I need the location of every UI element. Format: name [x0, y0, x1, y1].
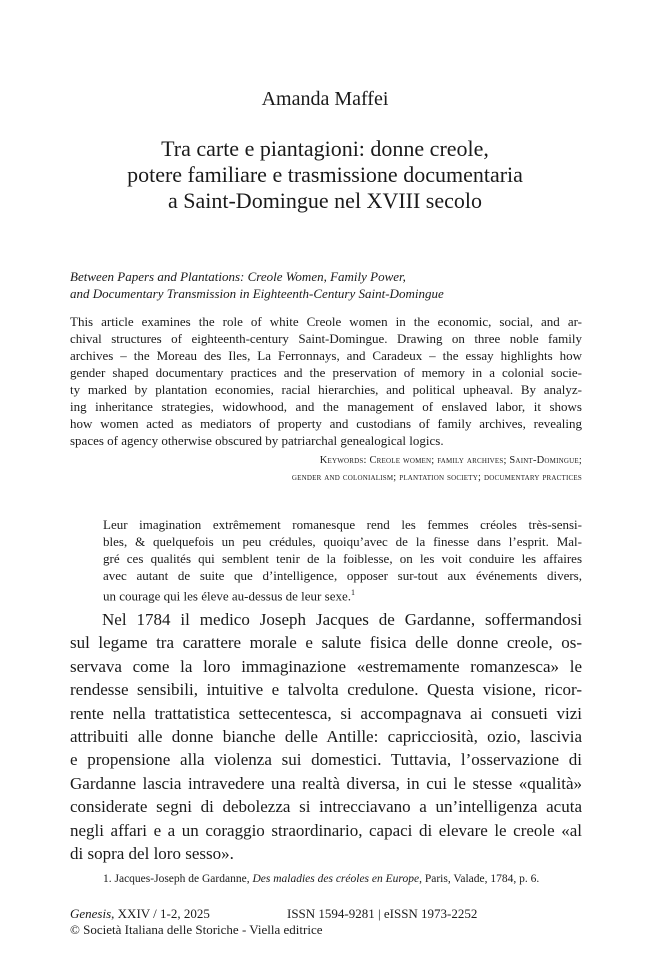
footnote — [103, 872, 593, 887]
abstract-line: archives – the Moreau des Iles, La Ferronnays, and Caradeux – the essay highlights how — [70, 348, 582, 363]
body-line: di sopra del loro sesso». — [70, 844, 234, 864]
body-line: sul legame tra carattere morale e salute fisica delle donne creole, os- — [70, 633, 582, 653]
body-line: negli affari e a un coraggio straordinario, capaci di elevare le creole «al — [70, 820, 582, 840]
english-title-line: Between Papers and Plantations: Creole Women, Family Power, — [70, 269, 406, 284]
author-name: Amanda Maffei — [261, 88, 389, 110]
abstract-line: ty marked by plantation economies, racial hierarchies, and political upheaval. By analyz- — [70, 382, 582, 397]
abstract — [70, 313, 582, 449]
abstract-line: chival structures of eighteenth-century Saint-Domingue. Drawing on three noble family — [70, 331, 582, 346]
english-title — [70, 268, 590, 302]
journal-citation — [70, 906, 210, 922]
epigraph-line — [103, 584, 582, 604]
body-line: considerate segni di debolezza si intrecciavano a un’intelligenza acuta — [70, 797, 582, 817]
body-line: servava come la loro immaginazione «estremamente romanzesca» le — [70, 656, 582, 676]
epigraph-text: un courage qui les éleve au-dessus de leur sexe. — [103, 588, 351, 604]
footnote-suffix: , Paris, Valade, 1784, p. 6. — [419, 873, 540, 885]
journal-name: Genesis — [70, 906, 112, 921]
body-line: Gardanne lascia intravedere una realtà diversa, in cui le stesse «qualità» — [70, 773, 582, 793]
epigraph — [103, 516, 582, 604]
article-title — [0, 136, 650, 214]
title-line: potere familiare e trasmissione documentaria — [127, 162, 523, 187]
body-text — [70, 608, 582, 865]
epigraph-line: avec autant de suite que d’intelligence, opposer sur-tout aux événements divers, — [103, 568, 582, 583]
epigraph-line: gré ces qualités qui semblent tenir de la foiblesse, on les voit conduire les affaires — [103, 551, 582, 566]
keywords — [70, 452, 582, 486]
epigraph-line: Leur imagination extrêmement romanesque rend les femmes créoles très-sensi- — [103, 517, 582, 532]
body-line: attribuiti alle donne bianche delle Antille: capricciosità, ozio, lascivia — [70, 727, 582, 747]
footnote-work-title: Des maladies des créoles en Europe — [252, 873, 420, 885]
abstract-line: spaces of agency otherwise obscured by patriarchal genealogical logics. — [70, 433, 444, 448]
footnote-ref[interactable]: 1 — [351, 588, 355, 597]
title-line: Tra carte e piantagioni: donne creole, — [161, 136, 489, 161]
english-title-line: and Documentary Transmission in Eighteenth-Century Saint-Domingue — [70, 286, 444, 301]
body-line: rendesse sensibili, intuitive e talvolta credulone. Questa visione, ricor- — [70, 680, 582, 700]
abstract-line: gender shaped documentary practices and the preservation of memory in a colonial socie- — [70, 365, 582, 380]
body-line: e propensione alla violenza sui domestici. Tuttavia, l’osservazione di — [70, 750, 582, 770]
title-line: a Saint-Domingue nel XVIII secolo — [167, 188, 483, 213]
issn: ISSN 1594-9281 | eISSN 1973-2252 — [287, 906, 478, 921]
body-line: rente nella trattatistica settecentesca, si accompagnava ai consueti vizi — [70, 703, 582, 723]
abstract-line: how women acted as mediators of property and custodians of family archives, revealing — [70, 416, 582, 431]
abstract-line: ing inheritance strategies, widowhood, and the management of enslaved labor, it shows — [70, 399, 582, 414]
abstract-line: This article examines the role of white Creole women in the economic, social, and ar- — [70, 314, 582, 329]
epigraph-line: bles, & quelquefois un peu crédules, quoiqu’avec de la finesse dans l’esprit. Mal- — [103, 534, 582, 549]
keywords-line: Keywords: Creole women; family archives; Saint-Domingue; — [319, 455, 582, 466]
copyright: © Società Italiana delle Storiche - Viella editrice — [70, 922, 323, 937]
journal-volume: , XXIV / 1-2, 2025 — [111, 906, 210, 921]
body-line: Nel 1784 il medico Joseph Jacques de Gardanne, soffermandosi — [102, 610, 582, 629]
footnote-prefix: 1. Jacques-Joseph de Gardanne, — [103, 873, 253, 885]
keywords-line: gender and colonialism; plantation society; documentary practices — [291, 472, 582, 483]
